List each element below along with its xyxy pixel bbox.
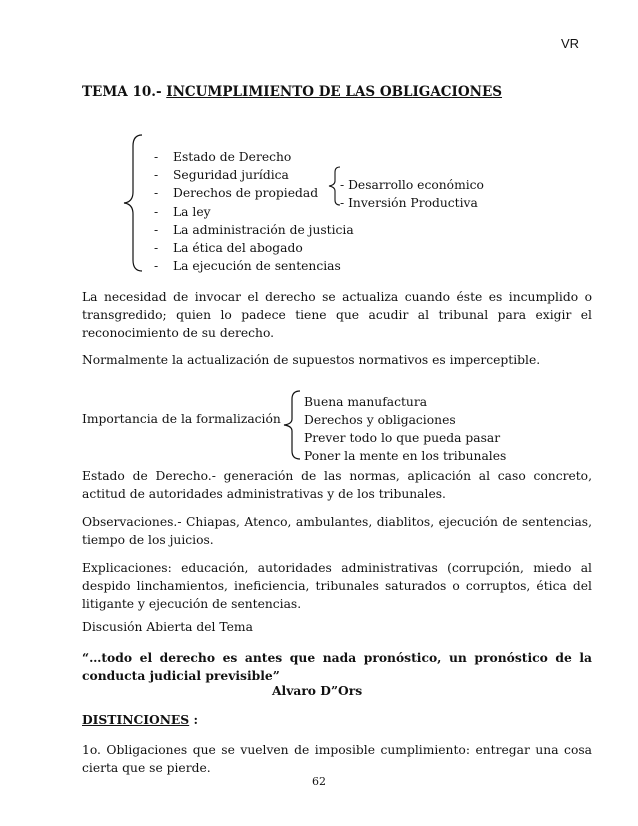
- formalizacion-item: Buena manufactura: [304, 395, 428, 409]
- list-brace-main: [122, 134, 144, 272]
- formalizacion-item: Poner la mente en los tribunales: [304, 449, 507, 463]
- list-item: - Seguridad jurídica: [154, 168, 289, 182]
- list-item: - La administración de justicia: [154, 223, 354, 237]
- page-title: [82, 84, 502, 100]
- paragraph-estado-derecho: Estado de Derecho.- generación de las normas, aplicación al caso concreto, actitud de autoridades administrativas y de los tribunales.: [82, 469, 592, 501]
- list-group-b: [154, 203, 354, 275]
- list-item: - Derechos de propiedad: [154, 186, 319, 200]
- quote-author: Alvaro D”Ors: [272, 683, 363, 698]
- list-item: - La ejecución de sentencias: [154, 259, 341, 273]
- sublist: [340, 176, 484, 212]
- paragraph-necesidad: La necesidad de invocar el derecho se actualiza cuando éste es incumplido o transgredido; quien lo padece tiene que acudir al tribunal para exigir el reconocimiento de su derecho.: [82, 290, 592, 340]
- list-item: - Estado de Derecho: [154, 150, 292, 164]
- list-group-a: [154, 148, 318, 202]
- paragraph-normalmente: Normalmente la actualización de supuestos normativos es imperceptible.: [82, 353, 541, 367]
- sublist-item: - Desarrollo económico: [340, 178, 484, 192]
- formalizacion-item: Derechos y obligaciones: [304, 413, 456, 427]
- paragraph-explicaciones: Explicaciones: educación, autoridades administrativas (corrupción, miedo al despido linchamientos, ineficiencia, tribunales saturados o corruptos, ética del litigante y ejecución de sentencias.: [82, 561, 592, 611]
- formalizacion-list: [304, 393, 506, 465]
- paragraph-discusion: Discusión Abierta del Tema: [82, 620, 253, 634]
- quote-text: “…todo el derecho es antes que nada pronóstico, un pronóstico de la conducta judicial previsible”: [82, 650, 592, 683]
- formalizacion-item: Prever todo lo que pueda pasar: [304, 431, 501, 445]
- title-prefix: TEMA 10.-: [82, 84, 167, 100]
- formalizacion-brace: [282, 390, 302, 460]
- title-main: INCUMPLIMIENTO DE LAS OBLIGACIONES: [166, 84, 503, 100]
- page-number: 62: [312, 775, 326, 788]
- formalizacion-label: Importancia de la formalización: [82, 412, 281, 426]
- header-code: VR: [561, 36, 580, 51]
- distinciones-item-1: 1o. Obligaciones que se vuelven de imposible cumplimiento: entregar una cosa cierta que se pierde.: [82, 743, 592, 775]
- list-item: - La ética del abogado: [154, 241, 303, 255]
- sublist-item: - Inversión Productiva: [340, 196, 478, 210]
- distinciones-heading: DISTINCIONES :: [82, 712, 199, 727]
- paragraph-observaciones: Observaciones.- Chiapas, Atenco, ambulantes, diablitos, ejecución de sentencias, tiempo de los juicios.: [82, 515, 592, 547]
- list-item: - La ley: [154, 205, 211, 219]
- sublist-brace: [327, 166, 341, 206]
